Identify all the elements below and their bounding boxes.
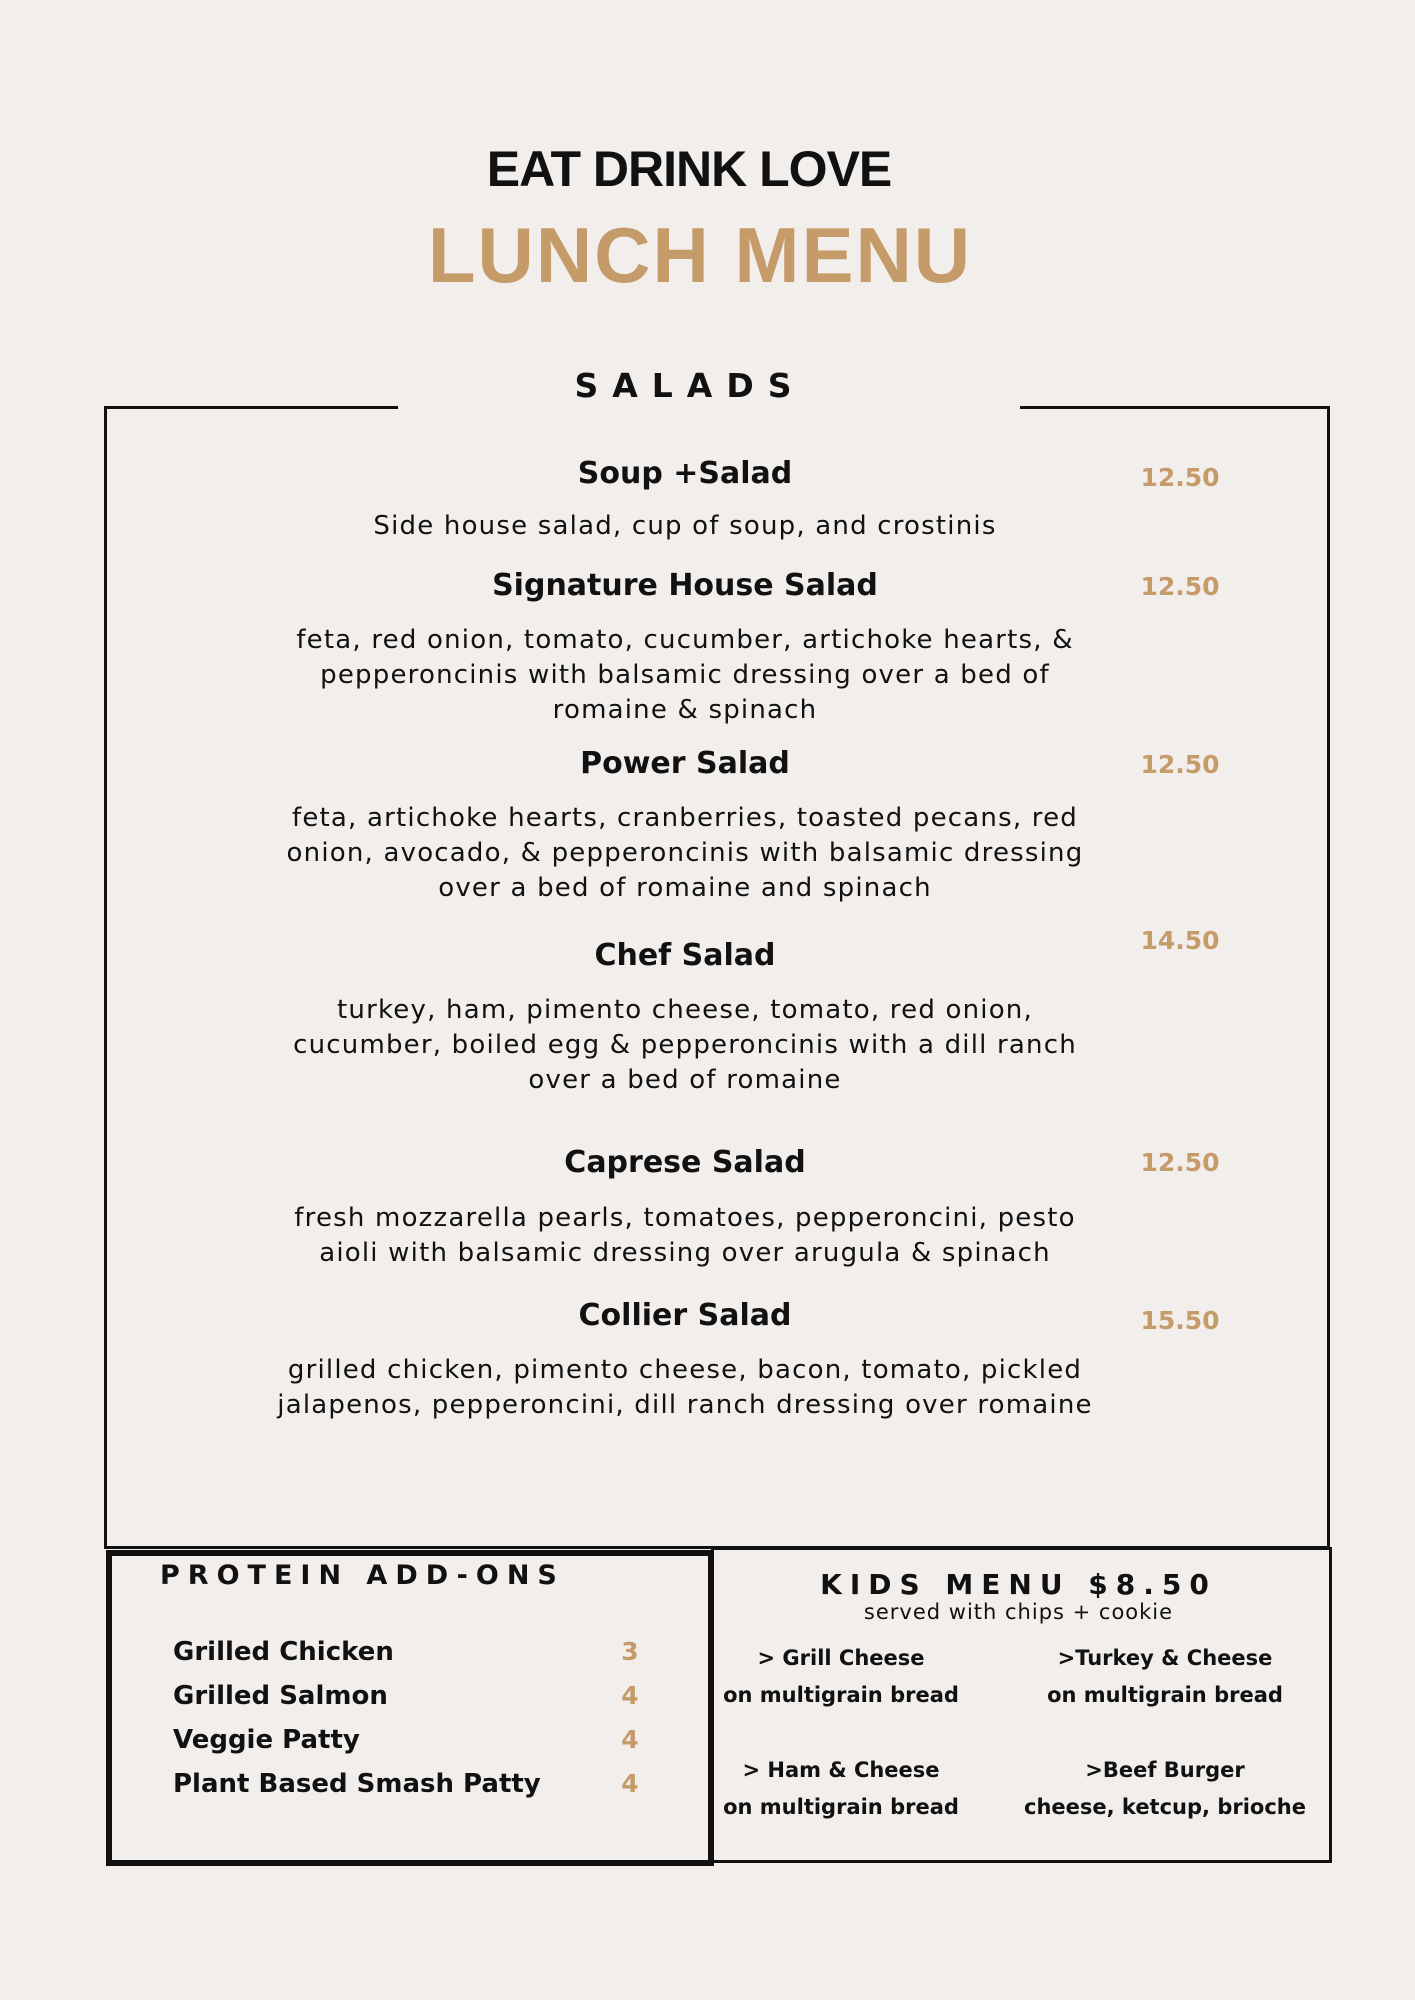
salad-description: feta, artichoke hearts, cranberries, toasted pecans, red onion, avocado, & pepperoncinis with balsamic dressing over a bed of romaine and spinach [286,803,1084,903]
salad-price: 12.50 [1140,463,1220,492]
salads-frame-left [104,406,107,1548]
salad-name: Collier Salad [578,1298,792,1333]
kids-menu-heading: KIDS MENU $8.50 [820,1568,1217,1601]
kids-item-detail: cheese, ketcup, brioche [1024,1795,1306,1819]
protein-item-price: 3 [621,1637,639,1666]
kids-item-detail: on multigrain bread [723,1683,959,1707]
salad-price: 12.50 [1140,572,1220,601]
salad-description: fresh mozzarella pearls, tomatoes, pepperoncini, pesto aioli with balsamic dressing over arugula & spinach [294,1203,1076,1268]
kids-item-name: >Beef Burger [1085,1758,1245,1782]
salads-frame-top-left [104,406,398,409]
menu-title: LUNCH MENU [427,211,973,299]
salads-frame-top-right [1020,406,1330,409]
salad-description: feta, red onion, tomato, cucumber, artichoke hearts, & pepperoncinis with balsamic dressing over a bed of romaine & spinach [296,625,1074,725]
kids-item-detail: on multigrain bread [723,1795,959,1819]
protein-item-name: Grilled Salmon [173,1681,388,1711]
salad-name: Power Salad [580,746,790,781]
protein-item-name: Grilled Chicken [173,1637,394,1667]
restaurant-tagline: EAT DRINK LOVE [486,141,892,197]
kids-item-turkey-cheese [1015,1640,1315,1714]
salad-price: 12.50 [1140,750,1220,779]
kids-item-beef-burger [1015,1752,1315,1826]
kids-item-grill-cheese [691,1640,991,1714]
protein-item-price: 4 [621,1725,639,1754]
kids-menu-subheading: served with chips + cookie [863,1600,1174,1624]
salad-price: 15.50 [1140,1306,1220,1335]
kids-item-name: >Turkey & Cheese [1057,1646,1273,1670]
protein-item-price: 4 [621,1769,639,1798]
salad-name: Signature House Salad [492,568,878,603]
salad-description: grilled chicken, pimento cheese, bacon, tomato, pickled jalapenos, pepperoncini, dill ranch dressing over romaine [277,1355,1093,1420]
protein-item-name: Plant Based Smash Patty [173,1769,541,1799]
salads-heading: SALADS [574,366,806,405]
kids-item-detail: on multigrain bread [1047,1683,1283,1707]
kids-item-ham-cheese [691,1752,991,1826]
kids-item-name: > Ham & Cheese [742,1758,940,1782]
salads-frame-right [1327,406,1330,1548]
salad-price: 14.50 [1140,926,1220,955]
salad-name: Caprese Salad [564,1145,806,1180]
salad-price: 12.50 [1140,1148,1220,1177]
salad-description: Side house salad, cup of soup, and crostinis [373,511,997,541]
salad-description: turkey, ham, pimento cheese, tomato, red onion, cucumber, boiled egg & pepperoncinis with a dill ranch over a bed of romaine [293,995,1077,1095]
protein-addons-heading: PROTEIN ADD-ONS [160,1560,565,1591]
salad-name: Chef Salad [594,938,776,973]
protein-item-name: Veggie Patty [173,1725,360,1755]
kids-item-name: > Grill Cheese [757,1646,925,1670]
salad-name: Soup +Salad [577,456,793,491]
protein-item-price: 4 [621,1681,639,1710]
